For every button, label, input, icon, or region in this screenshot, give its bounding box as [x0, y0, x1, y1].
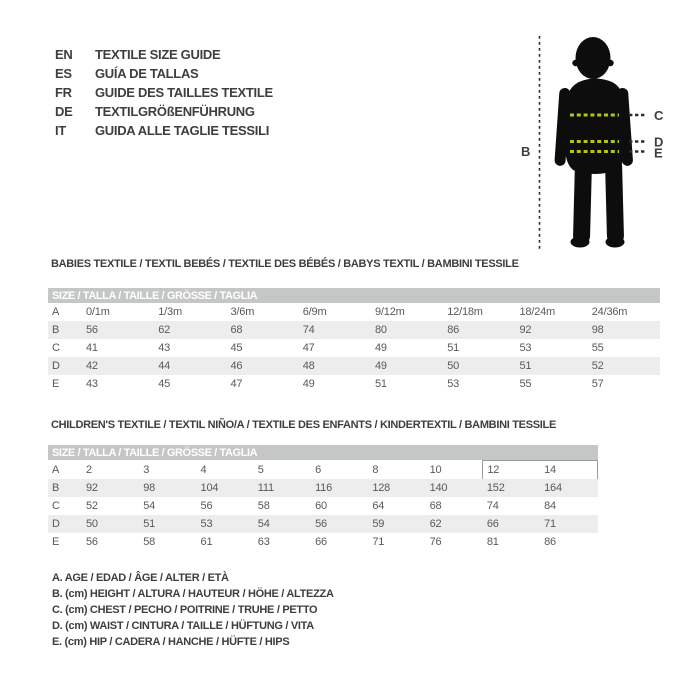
table-row: [48, 515, 598, 533]
table-cell: 81: [486, 536, 499, 548]
table-cell: 12/18m: [447, 306, 483, 318]
size-header-cell: SIZE / TALLA / TAILLE / GRÖSSE / TAGLIA: [48, 445, 598, 461]
babies-table-title: BABIES TEXTILE / TEXTIL BEBÉS / TEXTILE DES BÉBÉS / BABYS TEXTIL / BAMBINI TESSILE: [51, 258, 519, 270]
language-code: ES: [55, 66, 72, 81]
language-title: GUIDA ALLE TAGLIE TESSILI: [95, 123, 270, 138]
language-row: [55, 121, 273, 140]
table-cell: 55: [591, 342, 604, 354]
table-cell: 45: [158, 378, 171, 390]
table-row: [48, 479, 598, 497]
size-header-row: [48, 288, 660, 303]
table-row: [48, 375, 660, 393]
table-cell: 71: [544, 518, 556, 530]
table-row: [48, 533, 598, 551]
table-cell: 92: [86, 482, 98, 494]
language-row: [55, 45, 273, 64]
language-title: GUIDE DES TAILLES TEXTILE: [95, 85, 273, 100]
table-cell: 51: [519, 360, 532, 372]
table-cell: 3/6m: [230, 306, 255, 318]
table-cell: 49: [375, 342, 387, 354]
table-cell: 53: [200, 518, 213, 530]
table-cell: 71: [372, 536, 385, 548]
size-header-row: [48, 445, 598, 461]
table-cell: 43: [86, 378, 98, 390]
row-letter-cell: C: [52, 342, 60, 354]
row-letter-cell: E: [52, 378, 60, 390]
table-row: [48, 461, 598, 480]
table-cell: 92: [519, 324, 532, 336]
table-row: [48, 497, 598, 515]
table-cell: 56: [86, 324, 98, 336]
table-cell: 0/1m: [86, 306, 110, 318]
row-letter-cell: D: [52, 360, 60, 372]
table-cell: 61: [200, 536, 213, 548]
table-cell: 3: [143, 463, 150, 476]
language-title-list: [55, 45, 273, 140]
language-code: DE: [55, 104, 73, 119]
measurement-legend: [52, 570, 334, 650]
table-cell: 2: [86, 463, 92, 476]
table-cell: 116: [315, 482, 332, 494]
table-cell: 64: [372, 500, 385, 512]
legend-line: A. AGE / EDAD / ÂGE / ALTER / ETÀ: [52, 572, 229, 584]
height-label: B: [521, 144, 531, 159]
table-cell: 80: [375, 324, 387, 336]
table-cell: 24/36m: [591, 306, 628, 318]
table-cell: 56: [86, 536, 98, 548]
language-title: TEXTILGRÖßENFÜHRUNG: [95, 104, 255, 119]
table-cell: 5: [257, 463, 264, 476]
table-cell: 68: [429, 500, 442, 512]
table-cell: 74: [486, 500, 499, 512]
table-cell: 47: [230, 378, 243, 390]
hip-label: E: [654, 145, 663, 161]
table-cell: 98: [591, 324, 604, 336]
legend-line: B. (cm) HEIGHT / ALTURA / HAUTEUR / HÖHE / ALTEZZA: [52, 588, 334, 600]
row-letter-cell: B: [52, 324, 60, 336]
babies-size-table: [48, 288, 660, 393]
table-cell: 12: [483, 461, 540, 480]
table-cell: 60: [315, 500, 327, 512]
language-code: EN: [55, 47, 73, 62]
table-cell: 43: [158, 342, 171, 354]
table-cell: 52: [86, 500, 98, 512]
size-header-cell: SIZE / TALLA / TAILLE / GRÖSSE / TAGLIA: [48, 288, 660, 303]
table-cell: 58: [257, 500, 270, 512]
table-row: [48, 339, 660, 357]
table-cell: 50: [86, 518, 98, 530]
table-cell: 41: [86, 342, 98, 354]
table-cell: 14: [540, 461, 597, 480]
legend-line: C. (cm) CHEST / PECHO / POITRINE / TRUHE / PETTO: [52, 604, 318, 616]
table-cell: 63: [257, 536, 270, 548]
table-cell: 128: [372, 482, 391, 494]
table-cell: 51: [447, 342, 460, 354]
chest-label: C: [654, 108, 664, 123]
table-cell: 55: [519, 378, 532, 390]
language-title: GUÍA DE TALLAS: [95, 66, 199, 81]
table-cell: 84: [544, 500, 556, 512]
table-cell: 49: [302, 378, 315, 390]
row-letter-cell: A: [52, 463, 60, 476]
table-cell: 9/12m: [375, 306, 405, 318]
table-cell: 56: [315, 518, 327, 530]
children-table-title: CHILDREN'S TEXTILE / TEXTIL NIÑO/A / TEXTILE DES ENFANTS / KINDERTEXTIL / BAMBINI TESSILE: [51, 419, 556, 431]
table-cell: 140: [429, 482, 448, 494]
table-cell: 51: [375, 378, 387, 390]
language-row: [55, 64, 273, 83]
table-cell: 1/3m: [158, 306, 182, 318]
table-cell: 57: [591, 378, 604, 390]
table-cell: 111: [257, 482, 274, 494]
table-cell: 86: [447, 324, 460, 336]
row-letter-cell: D: [52, 518, 60, 530]
child-figure-svg: [515, 20, 700, 265]
table-cell: 42: [86, 360, 98, 372]
table-cell: 52: [591, 360, 604, 372]
table-cell: 66: [315, 536, 327, 548]
table-cell: 54: [143, 500, 156, 512]
row-letter-cell: B: [52, 482, 60, 494]
table-cell: 58: [143, 536, 156, 548]
language-code: IT: [55, 123, 66, 138]
table-cell: 68: [230, 324, 243, 336]
language-code: FR: [55, 85, 72, 100]
table-cell: 62: [429, 518, 442, 530]
table-cell: 152: [486, 482, 505, 494]
table-cell: 164: [544, 482, 562, 494]
table-cell: 18/24m: [519, 306, 555, 318]
children-size-table: [48, 445, 598, 551]
language-row: [55, 83, 273, 102]
table-row: [48, 321, 660, 339]
table-cell: 76: [429, 536, 442, 548]
row-letter-cell: E: [52, 536, 60, 548]
row-letter-cell: A: [52, 306, 60, 318]
language-title: TEXTILE SIZE GUIDE: [95, 47, 221, 62]
table-cell: 48: [302, 360, 315, 372]
table-row: [48, 303, 660, 321]
table-cell: 62: [158, 324, 171, 336]
table-cell: 49: [375, 360, 387, 372]
table-cell: 59: [372, 518, 385, 530]
table-cell: 86: [544, 536, 556, 548]
table-cell: 66: [486, 518, 499, 530]
table-cell: 98: [143, 482, 156, 494]
table-cell: 46: [230, 360, 243, 372]
row-letter-cell: C: [52, 500, 60, 512]
table-cell: 53: [519, 342, 532, 354]
table-cell: 6: [315, 463, 321, 476]
table-cell: 50: [447, 360, 460, 372]
table-cell: 104: [200, 482, 219, 494]
table-cell: 53: [447, 378, 460, 390]
table-cell: 8: [372, 463, 379, 476]
language-row: [55, 102, 273, 121]
table-cell: 6/9m: [302, 306, 327, 318]
table-cell: 10: [429, 463, 442, 476]
table-cell: 54: [257, 518, 270, 530]
table-cell: 44: [158, 360, 171, 372]
table-cell: 47: [302, 342, 315, 354]
legend-line: D. (cm) WAIST / CINTURA / TAILLE / HÜFTUNG / VITA: [52, 620, 314, 632]
table-cell: 45: [230, 342, 243, 354]
table-cell: 4: [200, 463, 207, 476]
table-cell: 74: [302, 324, 315, 336]
table-row: [48, 357, 660, 375]
table-cell: 56: [200, 500, 213, 512]
legend-line: E. (cm) HIP / CADERA / HANCHE / HÜFTE / HIPS: [52, 636, 290, 648]
child-measurement-figure: [515, 20, 700, 265]
waist-label: D: [654, 134, 664, 150]
table-cell: 51: [143, 518, 156, 530]
